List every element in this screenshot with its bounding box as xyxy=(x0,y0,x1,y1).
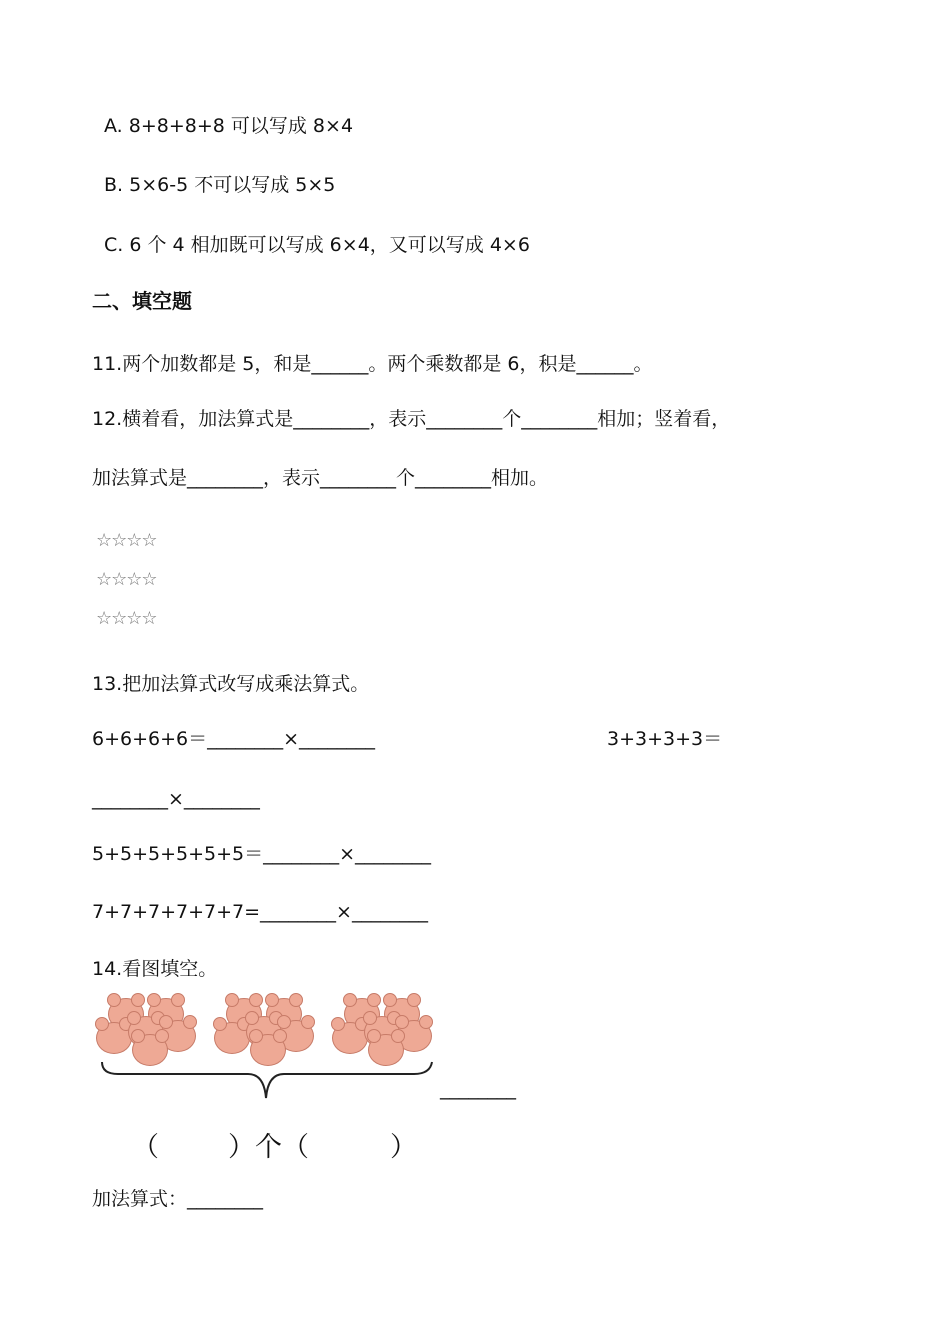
question-11: 11.两个加数都是 5，和是______。两个乘数都是 6，积是______。 xyxy=(92,353,653,375)
question-12-line2: 加法算式是________，表示________个________相加。 xyxy=(92,467,549,489)
paren-close: ） xyxy=(390,1132,417,1163)
option-b: B. 5×6-5 不可以写成 5×5 xyxy=(104,174,336,196)
question-13-a: 6+6+6+6＝________×________ xyxy=(92,728,376,750)
bear-group xyxy=(210,990,320,1066)
question-14-blank: ________ xyxy=(440,1078,516,1100)
section-title: 二、填空题 xyxy=(92,289,192,313)
question-13-b-continued: ________×________ xyxy=(92,788,260,810)
stars-row: ☆☆☆☆ xyxy=(96,569,157,590)
option-a: A. 8+8+8+8 可以写成 8×4 xyxy=(104,115,354,137)
paren-open: （ xyxy=(132,1132,159,1163)
question-14-title: 14.看图填空。 xyxy=(92,958,218,980)
bear-group xyxy=(328,990,438,1066)
stars-row: ☆☆☆☆ xyxy=(96,530,157,551)
option-c: C. 6 个 4 相加既可以写成 6×4，又可以写成 4×6 xyxy=(104,234,530,256)
question-13-d: 7+7+7+7+7+7=________×________ xyxy=(92,901,428,923)
question-13-b: 3+3+3+3＝ xyxy=(607,728,723,750)
add-formula: 加法算式：________ xyxy=(92,1188,264,1210)
curly-brace xyxy=(98,1058,438,1108)
question-12-line1: 12.横着看，加法算式是________，表示________个________相加；竖着看， xyxy=(92,408,731,430)
paren-mid: ）个（ xyxy=(228,1132,309,1163)
question-13-title: 13.把加法算式改写成乘法算式。 xyxy=(92,673,370,695)
question-13-c: 5+5+5+5+5+5＝________×________ xyxy=(92,843,432,865)
stars-row: ☆☆☆☆ xyxy=(96,608,157,629)
bear-group xyxy=(94,990,204,1066)
